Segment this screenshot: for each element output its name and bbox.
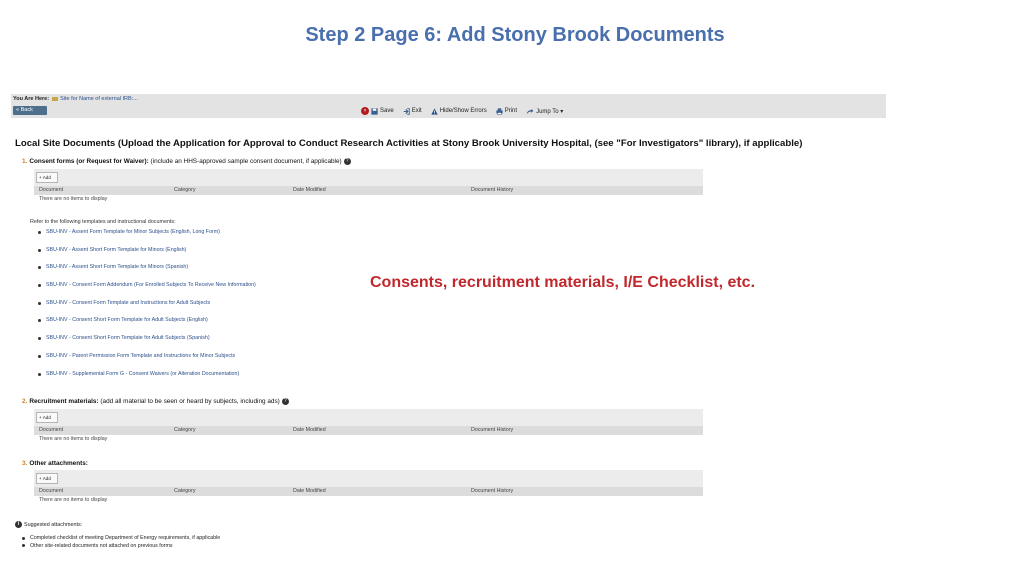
grid-toolbar: [34, 409, 703, 426]
save-label: Save: [380, 108, 394, 114]
column-document-history[interactable]: Document History: [471, 488, 514, 494]
grid-header: [34, 426, 703, 435]
list-item: Completed checklist of meeting Department of Energy requirements, if applicable: [22, 535, 220, 543]
hide-show-errors-button[interactable]: [431, 107, 487, 115]
save-button[interactable]: [361, 107, 394, 115]
add-other-button[interactable]: + Add: [36, 473, 58, 484]
template-link[interactable]: SBU-INV - Supplemental Form G - Consent Waivers (or Alteration Documentation): [38, 371, 256, 389]
template-link[interactable]: SBU-INV - Consent Short Form Template for Adult Subjects (Spanish): [38, 335, 256, 353]
column-category[interactable]: Category: [174, 187, 196, 193]
column-document[interactable]: Document: [39, 427, 64, 433]
grid-toolbar: [34, 470, 703, 487]
other-documents-grid: [34, 470, 703, 503]
exit-button[interactable]: [403, 107, 422, 115]
add-consent-button[interactable]: + Add: [36, 172, 58, 183]
empty-grid-message: There are no items to display: [39, 196, 108, 202]
print-label: Print: [504, 108, 518, 114]
callout-note: Consents, recruitment materials, I/E Checklist, etc.: [370, 274, 756, 291]
breadcrumb: [13, 96, 138, 102]
hide-show-errors-label: Hide/Show Errors: [439, 108, 487, 114]
jump-arrow-icon: [526, 108, 534, 115]
breadcrumb-link[interactable]: Site for Name of external IRB:...: [60, 96, 138, 102]
template-link[interactable]: SBU-INV - Assent Form Template for Minor Subjects (English, Long Form): [38, 229, 256, 247]
template-link[interactable]: SBU-INV - Consent Form Template and Instructions for Adult Subjects: [38, 300, 256, 318]
info-icon: i: [15, 521, 22, 528]
suggested-label-text: Suggested attachments:: [24, 521, 83, 528]
back-button[interactable]: « Back: [13, 106, 47, 115]
consent-section-hint: (include an HHS-approved sample consent document, if applicable): [148, 158, 342, 166]
recruitment-section-label: Recruitment materials:: [29, 398, 99, 406]
column-date-modified[interactable]: Date Modified: [293, 427, 326, 433]
close-icon[interactable]: ×: [361, 107, 369, 115]
recruitment-materials-title: [22, 398, 289, 405]
print-icon: [496, 108, 503, 115]
jump-to-button[interactable]: [526, 107, 563, 115]
save-icon: [371, 108, 378, 115]
page-heading: Local Site Documents (Upload the Application for Approval to Conduct Research Activities at Stony Brook University Hospital, (see "For Investigators" library), if applicable): [15, 138, 803, 149]
column-document-history[interactable]: Document History: [471, 427, 514, 433]
warning-icon: [431, 108, 438, 115]
consent-section-number: 1.: [22, 158, 28, 166]
column-category[interactable]: Category: [174, 427, 196, 433]
list-item: Other site-related documents not attached on previous forms: [22, 543, 220, 551]
recruitment-section-hint: (add all material to be seen or heard by subjects, including ads): [98, 398, 280, 406]
grid-header: [34, 487, 703, 496]
column-document[interactable]: Document: [39, 488, 64, 494]
recruitment-section-number: 2.: [22, 398, 28, 406]
exit-icon: [403, 108, 410, 115]
template-list: [38, 229, 256, 388]
grid-toolbar: [34, 169, 703, 186]
top-bar: [11, 94, 886, 118]
empty-grid-message: There are no items to display: [39, 436, 108, 442]
template-link[interactable]: SBU-INV - Assent Short Form Template for Minors (Spanish): [38, 264, 256, 282]
help-icon[interactable]: ?: [344, 158, 351, 165]
help-icon[interactable]: ?: [282, 398, 289, 405]
other-section-number: 3.: [22, 460, 28, 467]
add-recruitment-button[interactable]: + Add: [36, 412, 58, 423]
template-link[interactable]: SBU-INV - Consent Short Form Template for Adult Subjects (English): [38, 317, 256, 335]
other-section-label: Other attachments:: [29, 460, 88, 467]
form-toolbar: [361, 107, 563, 115]
grid-header: [34, 186, 703, 195]
consent-documents-grid: [34, 169, 703, 202]
suggested-attachments-label: [15, 521, 82, 528]
consent-forms-title: [22, 158, 351, 165]
column-category[interactable]: Category: [174, 488, 196, 494]
empty-grid-message: There are no items to display: [39, 497, 108, 503]
template-link[interactable]: SBU-INV - Assent Short Form Template for Minors (English): [38, 247, 256, 265]
template-link[interactable]: SBU-INV - Parent Permission Form Template and Instructions for Minor Subjects: [38, 353, 256, 371]
suggested-attachments-list: [22, 535, 220, 550]
template-link[interactable]: SBU-INV - Consent Form Addendum (For Enrolled Subjects To Receive New Information): [38, 282, 256, 300]
refer-text: Refer to the following templates and instructional documents:: [30, 219, 176, 225]
column-date-modified[interactable]: Date Modified: [293, 488, 326, 494]
slide-title: Step 2 Page 6: Add Stony Brook Documents: [305, 24, 725, 46]
consent-section-label: Consent forms (or Request for Waiver):: [29, 158, 149, 166]
recruitment-documents-grid: [34, 409, 703, 442]
column-document-history[interactable]: Document History: [471, 187, 514, 193]
you-are-here-label: You Are Here:: [13, 96, 50, 102]
column-document[interactable]: Document: [39, 187, 64, 193]
jump-to-label: Jump To ▾: [536, 108, 564, 115]
column-date-modified[interactable]: Date Modified: [293, 187, 326, 193]
other-attachments-title: [22, 460, 88, 467]
folder-icon: [52, 97, 58, 101]
print-button[interactable]: [496, 107, 517, 115]
exit-label: Exit: [411, 108, 422, 114]
